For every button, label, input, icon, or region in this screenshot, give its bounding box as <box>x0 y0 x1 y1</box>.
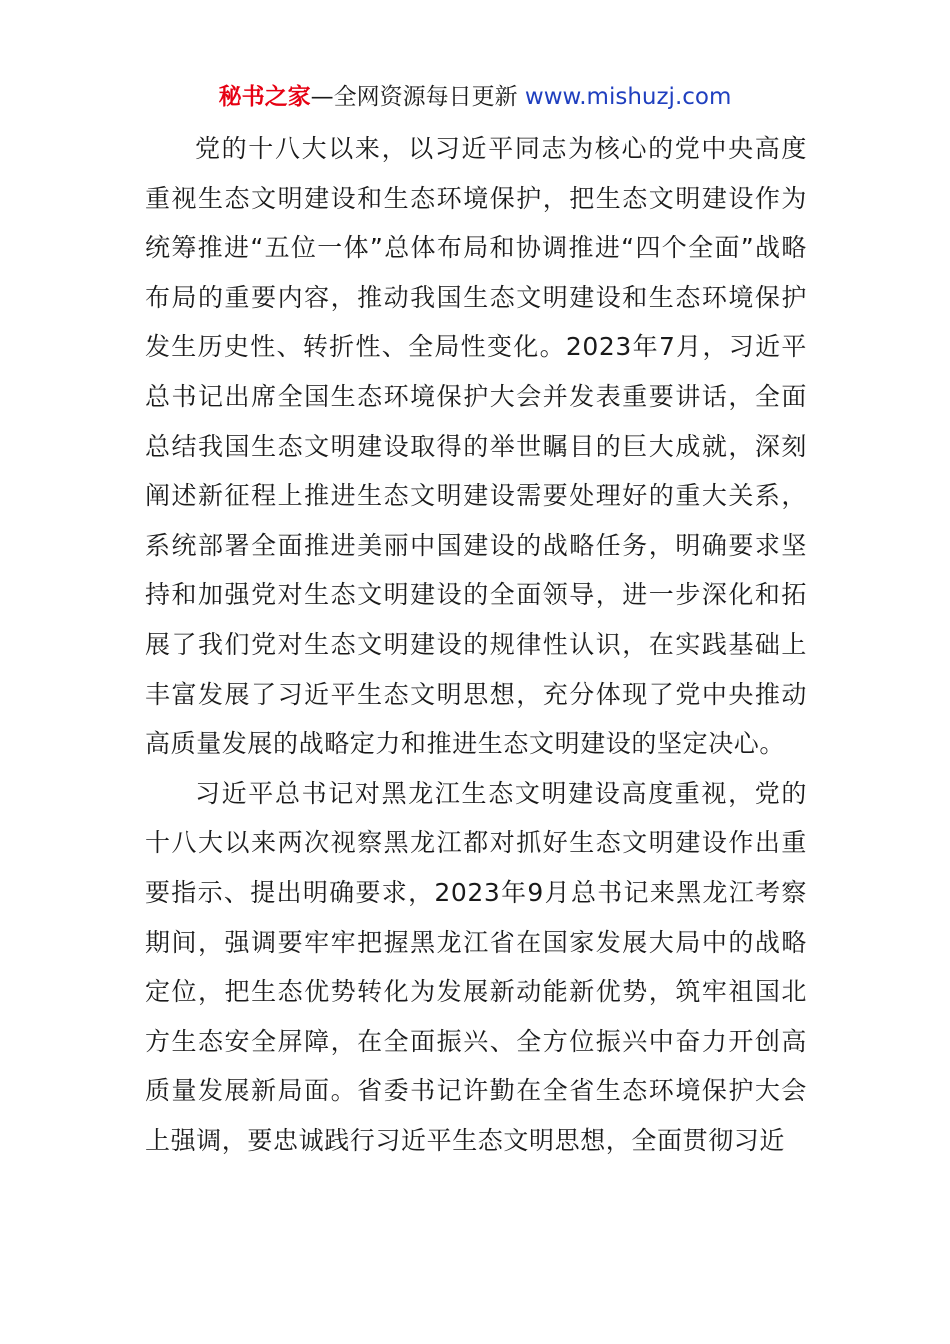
paragraph-2: 习近平总书记对黑龙江生态文明建设高度重视，党的十八大以来两次视察黑龙江都对抓好生态文明建设作出重要指示、提出明确要求，2023年9月总书记来黑龙江考察期间，强调要牢牢把握黑龙江省在国家发展大局中的战略定位，把生态优势转化为发展新动能新优势，筑牢祖国北方生态安全屏障，在全面振兴、全方位振兴中奋力开创高质量发展新局面。省委书记许勤在全省生态环境保护大会上强调，要忠诚践行习近平生态文明思想，全面贯彻习近 <box>145 778 807 1155</box>
document-body <box>145 124 807 1165</box>
page-header <box>0 82 950 112</box>
header-tagline: —全网资源每日更新 <box>310 84 525 110</box>
brand-name: 秘书之家 <box>218 84 311 110</box>
paragraph-1: 党的十八大以来，以习近平同志为核心的党中央高度重视生态文明建设和生态环境保护，把生态文明建设作为统筹推进“五位一体”总体布局和协调推进“四个全面”战略布局的重要内容，推动我国生态文明建设和生态环境保护发生历史性、转折性、全局性变化。2023年7月，习近平总书记出席全国生态环境保护大会并发表重要讲话，全面总结我国生态文明建设取得的举世瞩目的巨大成就，深刻阐述新征程上推进生态文明建设需要处理好的重大关系，系统部署全面推进美丽中国建设的战略任务，明确要求坚持和加强党对生态文明建设的全面领导，进一步深化和拓展了我们党对生态文明建设的规律性认识，在实践基础上丰富发展了习近平生态文明思想，充分体现了党中央推动高质量发展的战略定力和推进生态文明建设的坚定决心。 <box>145 134 807 759</box>
site-url-link[interactable]: www.mishuzj.com <box>524 84 732 110</box>
